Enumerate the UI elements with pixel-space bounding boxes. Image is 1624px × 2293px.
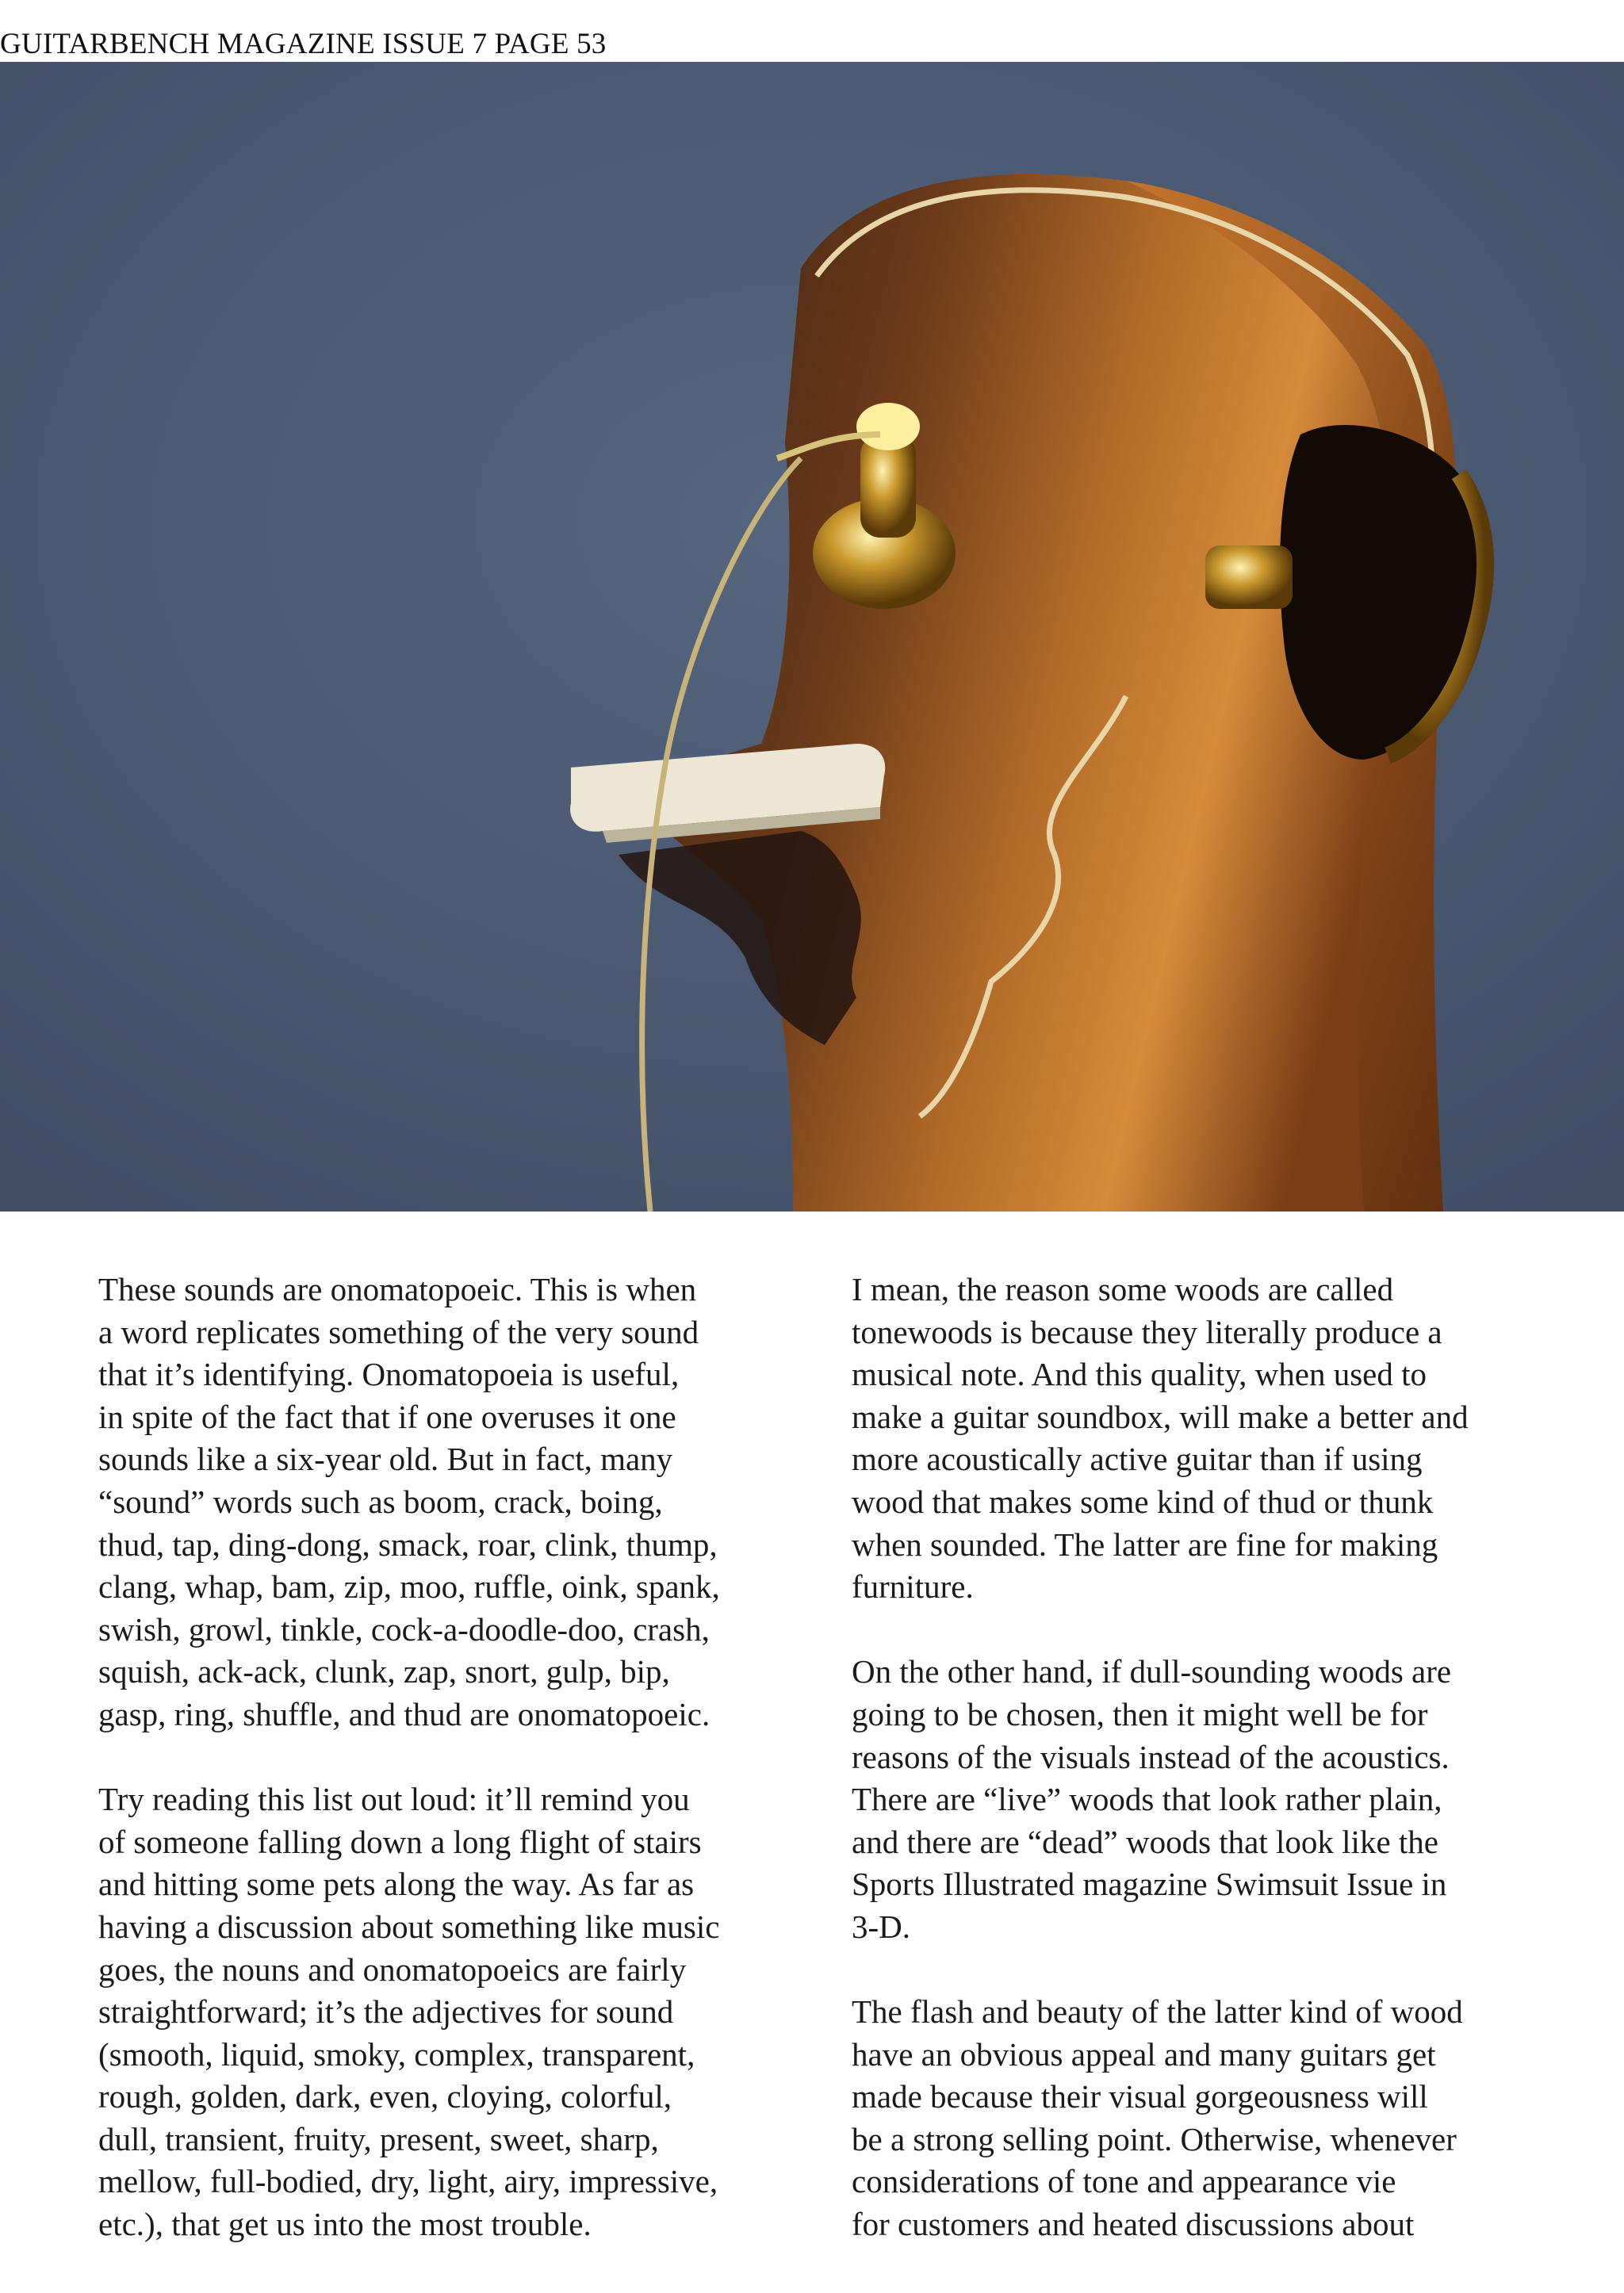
- text-line: that it’s identifying. Onomatopoeia is useful,: [98, 1356, 680, 1393]
- text-line: swish, growl, tinkle, cock-a-doodle-doo, crash,: [98, 1610, 710, 1648]
- text-line: more acoustically active guitar than if using: [852, 1441, 1423, 1478]
- text-line: gasp, ring, shuffle, and thud are onomatopoeic.: [98, 1695, 710, 1732]
- text-line: etc.), that get us into the most trouble.: [98, 2206, 592, 2243]
- right-paragraph-3: [852, 1991, 1549, 2246]
- text-line: sounds like a six-year old. But in fact, many: [98, 1441, 673, 1478]
- running-head: GUITARBENCH MAGAZINE ISSUE 7 PAGE 53: [0, 28, 607, 60]
- text-line: These sounds are onomatopoeic. This is when: [98, 1271, 697, 1307]
- text-line: mellow, full-bodied, dry, light, airy, impressive,: [98, 2163, 718, 2200]
- right-paragraph-1: [852, 1269, 1549, 1609]
- left-column: [98, 1269, 796, 2288]
- text-line: going to be chosen, then it might well be for: [852, 1695, 1428, 1732]
- text-line: Try reading this list out loud: it’ll remind you: [98, 1781, 690, 1818]
- text-line: furniture.: [852, 1568, 974, 1606]
- text-line: having a discussion about something like music: [98, 1908, 720, 1945]
- left-paragraph-1: [98, 1269, 796, 1736]
- headstock-illustration: [0, 62, 1624, 1212]
- text-line: There are “live” woods that look rather plain,: [852, 1781, 1442, 1818]
- text-line: and hitting some pets along the way. As far as: [98, 1866, 695, 1903]
- text-line: musical note. And this quality, when used to: [852, 1356, 1427, 1393]
- right-paragraph-2: [852, 1651, 1549, 1948]
- text-line: squish, ack-ack, clunk, zap, snort, gulp, bip,: [98, 1653, 670, 1690]
- text-line: Sports Illustrated magazine Swimsuit Issue in: [852, 1866, 1447, 1903]
- text-line: clang, whap, bam, zip, moo, ruffle, oink, spank,: [98, 1568, 720, 1606]
- text-line: dull, transient, fruity, present, sweet, sharp,: [98, 2120, 659, 2157]
- text-line: rough, golden, dark, even, cloying, colorful,: [98, 2078, 672, 2115]
- text-line: reasons of the visuals instead of the acoustics.: [852, 1738, 1450, 1775]
- text-line: On the other hand, if dull-sounding woods are: [852, 1653, 1452, 1690]
- text-line: of someone falling down a long flight of stairs: [98, 1823, 702, 1860]
- text-line: made because their visual gorgeousness will: [852, 2078, 1428, 2115]
- text-line: in spite of the fact that if one overuses it one: [98, 1398, 676, 1435]
- text-line: thud, tap, ding-dong, smack, roar, clink, thump,: [98, 1525, 718, 1563]
- text-line: goes, the nouns and onomatopoeics are fairly: [98, 1950, 687, 1988]
- text-line: be a strong selling point. Otherwise, whenever: [852, 2120, 1457, 2157]
- right-column: [852, 1269, 1549, 2288]
- text-line: make a guitar soundbox, will make a better and: [852, 1398, 1469, 1435]
- text-line: when sounded. The latter are fine for making: [852, 1525, 1438, 1563]
- text-line: have an obvious appeal and many guitars get: [852, 2035, 1436, 2073]
- guitar-headstock-photo: [0, 62, 1624, 1212]
- text-line: I mean, the reason some woods are called: [852, 1271, 1394, 1307]
- text-line: straightforward; it’s the adjectives for sound: [98, 1993, 674, 2031]
- text-line: and there are “dead” woods that look like the: [852, 1823, 1438, 1860]
- text-line: for customers and heated discussions about: [852, 2206, 1415, 2243]
- left-paragraph-2: [98, 1778, 796, 2246]
- text-line: wood that makes some kind of thud or thunk: [852, 1483, 1434, 1520]
- text-line: considerations of tone and appearance vie: [852, 2163, 1396, 2200]
- text-line: (smooth, liquid, smoky, complex, transparent,: [98, 2035, 695, 2073]
- text-line: tonewoods is because they literally produce a: [852, 1313, 1442, 1350]
- text-line: a word replicates something of the very sound: [98, 1313, 699, 1350]
- text-line: The flash and beauty of the latter kind of wood: [852, 1993, 1463, 2031]
- text-line: “sound” words such as boom, crack, boing,: [98, 1483, 663, 1520]
- text-line: 3-D.: [852, 1908, 911, 1945]
